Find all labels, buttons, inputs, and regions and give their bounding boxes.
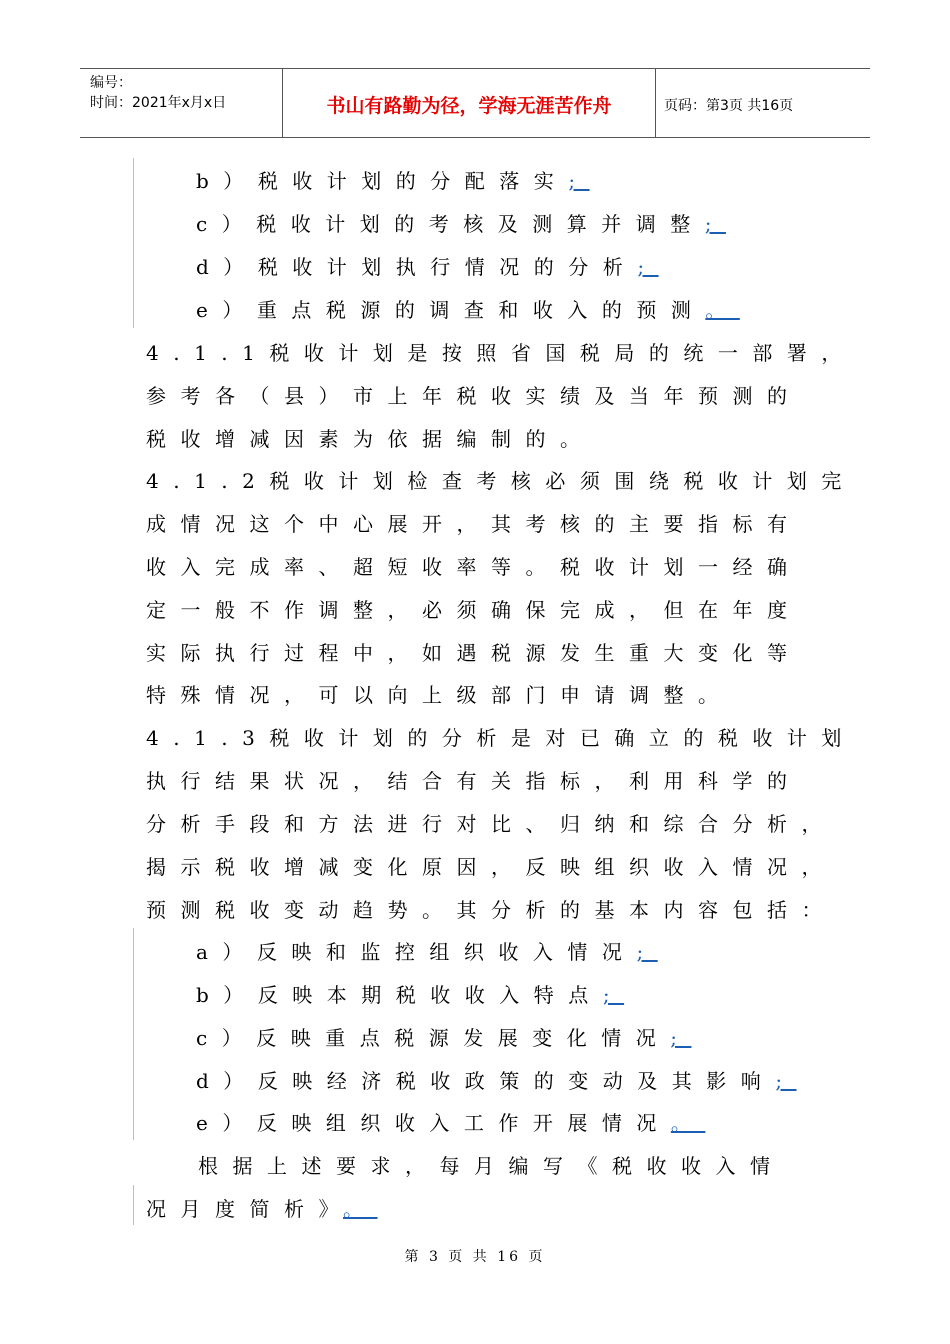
paragraph-line: 执行结果状况，结合有关指标，利用科学的 (146, 769, 802, 793)
list-text: 反映和监控组织收入情况 (256, 940, 637, 964)
list-item (196, 211, 726, 237)
paragraph-line: 特殊情况，可以向上级部门申请调整。 (146, 683, 733, 707)
list-marker: e） (196, 298, 257, 322)
change-bar (133, 158, 134, 328)
paragraph-line (146, 1196, 378, 1222)
list-marker: c） (196, 1026, 257, 1050)
paragraph-line: 定一般不作调整，必须确保完成，但在年度 (146, 598, 802, 622)
paragraph-line: 4.1.3税收计划的分析是对已确立的税收计划 (146, 726, 856, 750)
list-text: 反映重点税源发展变化情况 (256, 1026, 671, 1050)
item-link[interactable]: ; (704, 212, 726, 236)
list-text: 税收计划执行情况的分析 (257, 255, 638, 279)
list-marker: b） (196, 169, 258, 193)
list-marker: b） (196, 983, 258, 1007)
item-link[interactable]: ; (637, 255, 659, 279)
list-marker: c） (196, 212, 257, 236)
change-bar (133, 928, 134, 1140)
list-text: 反映经济税收政策的变动及其影响 (257, 1069, 776, 1093)
item-link[interactable]: 。 (670, 1111, 706, 1135)
list-item (196, 254, 659, 280)
paragraph-line: 揭示税收增减变化原因，反映组织收入情况， (146, 855, 836, 879)
list-item (196, 939, 658, 965)
paragraph-line: 成情况这个中心展开，其考核的主要指标有 (146, 512, 802, 536)
list-marker: a） (196, 940, 257, 964)
list-text: 反映组织收入工作开展情况 (256, 1111, 671, 1135)
list-text: 反映本期税收收入特点 (257, 983, 603, 1007)
paragraph-line: 收入完成率、超短收率等。税收计划一经确 (146, 555, 802, 579)
header-motto: 书山有路勤为径，学海无涯苦作舟 (326, 95, 612, 117)
page-header (80, 68, 870, 138)
paragraph-line: 根据上述要求，每月编写《税收收入情 (198, 1154, 785, 1178)
paragraph-line: 4.1.2税收计划检查考核必须围绕税收计划完 (146, 469, 856, 493)
list-item (196, 297, 740, 323)
item-link[interactable]: 。 (705, 298, 740, 322)
item-link[interactable]: ; (670, 1026, 692, 1050)
list-text: 税收计划的分配落实 (257, 169, 569, 193)
list-marker: d） (196, 1069, 258, 1093)
change-bar (133, 1185, 134, 1225)
item-link[interactable]: 。 (343, 1197, 378, 1221)
paragraph-line: 参考各（县）市上年税收实绩及当年预测的 (146, 384, 802, 408)
list-text: 重点税源的调查和收入的预测 (256, 298, 706, 322)
page-footer: 第 3 页 共 16 页 (404, 1249, 546, 1265)
item-link[interactable]: ; (602, 983, 625, 1007)
list-item (196, 1068, 797, 1094)
list-marker: d） (196, 255, 258, 279)
paragraph-line: 4.1.1税收计划是按照省国税局的统一部署， (146, 341, 856, 365)
list-item (196, 1110, 705, 1136)
header-divider (655, 69, 656, 137)
paragraph-line: 实际执行过程中，如遇税源发生重大变化等 (146, 641, 802, 665)
item-link[interactable]: ; (636, 940, 658, 964)
paragraph-line: 分析手段和方法进行对比、归纳和综合分析， (146, 812, 836, 836)
item-link[interactable]: ; (775, 1069, 797, 1093)
header-page-number: 页码：第3页 共16页 (664, 98, 794, 114)
header-meta (90, 73, 226, 113)
list-item (196, 982, 624, 1008)
header-number: 编号： (90, 75, 132, 91)
list-text: 税收计划的考核及测算并调整 (256, 212, 705, 236)
paragraph-line: 税收增减因素为依据编制的。 (146, 427, 595, 451)
paragraph-line: 预测税收变动趋势。其分析的基本内容包括： (146, 898, 836, 922)
header-time: 时间：2021年x月x日 (90, 95, 227, 111)
item-link[interactable]: ; (568, 169, 590, 193)
list-item (196, 168, 590, 194)
list-item (196, 1025, 691, 1051)
paragraph-text: 况月度简析》 (146, 1197, 343, 1221)
list-marker: e） (196, 1111, 257, 1135)
